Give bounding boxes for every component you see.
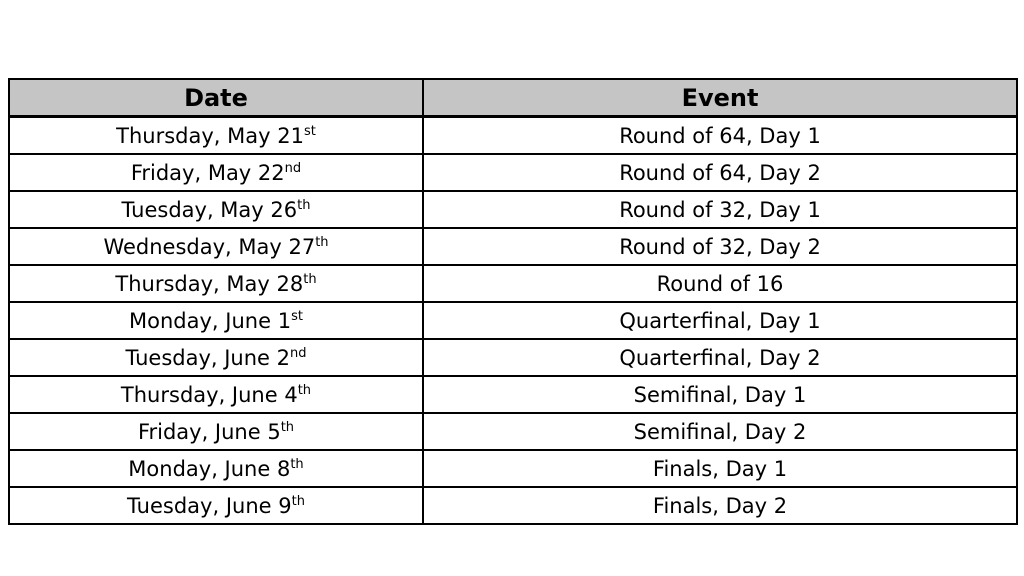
event-cell: Quarterfinal, Day 2 — [423, 339, 1017, 376]
date-text: Thursday, May 21 — [116, 123, 304, 148]
date-cell — [9, 228, 423, 265]
date-ordinal: th — [315, 234, 329, 250]
event-column-header: Event — [423, 79, 1017, 117]
date-cell — [9, 117, 423, 155]
table-row — [9, 339, 1017, 376]
date-text: Monday, June 8 — [128, 456, 291, 481]
event-cell: Round of 64, Day 1 — [423, 117, 1017, 155]
event-cell: Round of 64, Day 2 — [423, 154, 1017, 191]
schedule-table — [8, 78, 1018, 525]
date-cell — [9, 450, 423, 487]
table-row — [9, 413, 1017, 450]
date-cell — [9, 302, 423, 339]
date-ordinal: th — [297, 197, 311, 213]
date-cell — [9, 339, 423, 376]
table-row — [9, 302, 1017, 339]
date-text: Friday, June 5 — [137, 419, 281, 444]
event-cell: Round of 32, Day 1 — [423, 191, 1017, 228]
table-row — [9, 117, 1017, 155]
date-text: Monday, June 1 — [129, 308, 292, 333]
date-cell — [9, 191, 423, 228]
event-cell: Round of 32, Day 2 — [423, 228, 1017, 265]
table-row — [9, 450, 1017, 487]
date-ordinal: nd — [284, 160, 302, 176]
date-cell — [9, 154, 423, 191]
date-text: Thursday, May 28 — [115, 271, 304, 296]
date-cell — [9, 413, 423, 450]
date-ordinal: nd — [290, 345, 307, 361]
date-ordinal: st — [291, 308, 303, 324]
date-text: Tuesday, June 9 — [127, 493, 292, 518]
table-row — [9, 228, 1017, 265]
date-text: Wednesday, May 27 — [103, 234, 316, 259]
date-ordinal: th — [290, 456, 304, 472]
table-row — [9, 265, 1017, 302]
date-ordinal: th — [291, 493, 305, 509]
date-cell — [9, 376, 423, 413]
date-ordinal: st — [303, 123, 316, 139]
date-text: Tuesday, June 2 — [125, 345, 291, 370]
date-ordinal: th — [280, 419, 295, 435]
date-cell — [9, 487, 423, 524]
event-cell: Round of 16 — [423, 265, 1017, 302]
table-row — [9, 154, 1017, 191]
date-text: Thursday, June 4 — [120, 382, 298, 407]
date-cell — [9, 265, 423, 302]
table-row — [9, 487, 1017, 524]
date-column-header: Date — [9, 79, 423, 117]
date-ordinal: th — [303, 271, 317, 287]
header-row — [9, 79, 1017, 117]
table-row — [9, 191, 1017, 228]
date-text: Friday, May 22 — [130, 160, 285, 185]
event-cell: Quarterfinal, Day 1 — [423, 302, 1017, 339]
event-cell: Finals, Day 1 — [423, 450, 1017, 487]
table-row — [9, 376, 1017, 413]
event-cell: Semifinal, Day 2 — [423, 413, 1017, 450]
event-cell: Finals, Day 2 — [423, 487, 1017, 524]
event-cell: Semifinal, Day 1 — [423, 376, 1017, 413]
date-ordinal: th — [297, 382, 312, 398]
date-text: Tuesday, May 26 — [121, 197, 298, 222]
